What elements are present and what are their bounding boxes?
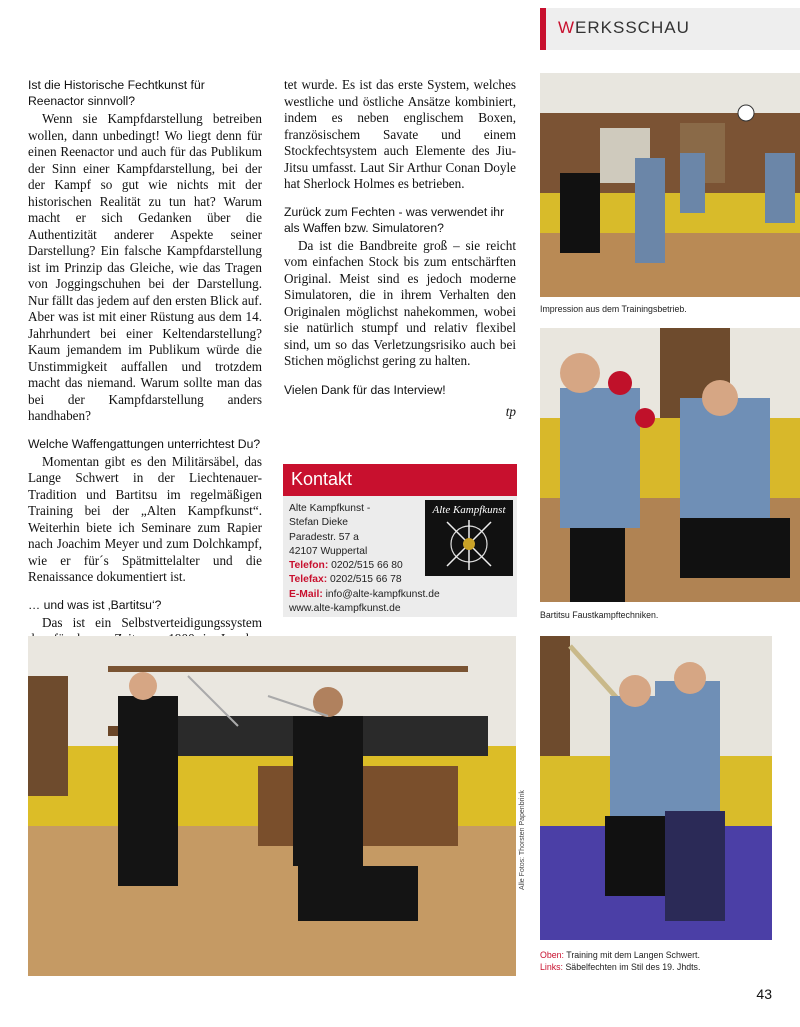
contact-phone: Telefon: 0202/515 66 80 (289, 560, 403, 572)
caption-photo-3-left: Links: Säbelfechten im Stil des 19. Jhdts. (540, 962, 701, 972)
contact-city: 42107 Wuppertal (289, 545, 368, 557)
question-2: Welche Waffengattungen unterrichtest Du? (28, 436, 261, 451)
contact-website-link[interactable]: www.alte-kampfkunst.de (289, 603, 401, 615)
answer-2: Momentan gibt es den Militärsäbel, das Lange Schwert in der Liechtenauer-Tradition und Bartitsu im regelmäßigen Training bei der „Alten Kampfkunst“. Weiterhin biete ich Seminare zum Rapier nach Joachim Meyer und zum Dolchkampf, wie er für´s Spätmittelalter und die Renaissance dokumentiert ist. (28, 453, 262, 584)
question-4: Zurück zum Fechten - was verwendet ihr als Waffen bzw. Simulatoren? (284, 204, 505, 235)
author-signature: tp (505, 403, 516, 419)
training-hall-image (540, 73, 800, 297)
section-title (558, 18, 690, 38)
contact-header (283, 464, 517, 496)
answer-4: Da ist die Bandbreite groß – sie reicht vom einfachen Stock bis zum entschärften Original. Meist sind es jedoch moderne Simulatoren, die in ihrem Verhalten den Originalen möglichst nahekommen, wobei sie natürlich stumpf und relativ flexibel sind, um so das Verletzungsrisiko auch bei Stichen möglichst gering zu halten. (284, 237, 516, 368)
question-3: … und was ist ‚Bartitsu‘? (28, 597, 162, 612)
caption-photo-1: Impression aus dem Trainingsbetrieb. (540, 304, 687, 314)
photo-training-impression (540, 73, 800, 297)
photo-long-sword (540, 636, 772, 940)
contact-fax: Telefax: 0202/515 66 78 (289, 574, 402, 586)
bartitsu-boxing-image (540, 328, 800, 602)
long-sword-training-image (540, 636, 772, 940)
section-accent-bar (540, 8, 546, 50)
section-title-initial: W (558, 18, 576, 37)
contact-email[interactable]: E-Mail: info@alte-kampfkunst.de (289, 588, 440, 600)
contact-title: Kontakt (291, 469, 353, 489)
answer-1: Wenn sie Kampfdarstellung betreiben wollen, dann unbedingt! Wo liegt denn für einen Reenactor und auch für das Publikum der Sinn einer Kampfdarstellung, bei der der Kampf so gut wie nichts mit der historischen Realität zu tun hat? Warum macht er sich Gedanken über die Authentizität anderer Aspekte seiner Darstellung? Ein falsche Kampfdarstellung ist im Prinzip das Gleiche, wie das Tragen von Joggingschuhen bei der Darstellung. Nur fällt das jedem auf den ersten Blick auf. Aber was ist mit einer Rüstung aus dem 14. Jahrhundert bei einer Keltendarstellung? Kaum jemandem im Publikum würde die Unstimmigkeit auffallen und trotzdem macht das niemand. Warum sollte man das bei der Kampfdarstellung anders handhaben? (28, 111, 262, 423)
contact-box (283, 464, 517, 617)
page-number: 43 (756, 986, 772, 1002)
photo-credit: Alle Fotos: Thorsten Papenbrink (519, 790, 526, 890)
caption-photo-3-top: Oben: Training mit dem Langen Schwert. (540, 950, 700, 960)
closing-thanks: Vielen Dank für das Interview! (284, 382, 446, 397)
photo-sabre-fencing (28, 636, 516, 976)
answer-3: Das ist ein Selbstverteidigungssystem (42, 614, 262, 630)
sabre-fencing-image (28, 636, 516, 976)
left-text-column (28, 77, 262, 664)
contact-org: Alte Kampfkunst - (289, 503, 371, 514)
club-logo-lettering: Alte Kampfkunst (432, 504, 506, 516)
middle-text-column (284, 77, 516, 420)
contact-person: Stefan Dieke (289, 517, 348, 529)
photo-bartitsu (540, 328, 800, 602)
answer-3-continued: tet wurde. Es ist das erste System, welches westliche und östliche Ansätze kombiniert, indem es neben englischem Boxen, französischem Savate und einem Stockfechtsystem auch Elemente des Jiu-Jitsu umfasst. Laut Sir Arthur Conan Doyle hat Sherlock Holmes es betrieben. (284, 77, 516, 191)
caption-photo-2: Bartitsu Faustkampftechniken. (540, 610, 659, 620)
club-logo (425, 500, 513, 576)
caption-photo-3 (540, 949, 700, 973)
question-1: Ist die Historische Fechtkunst für Reenactor sinnvoll? (28, 78, 205, 108)
section-header (540, 8, 800, 50)
section-title-rest: ERKSSCHAU (575, 18, 690, 37)
contact-street: Paradestr. 57 a (289, 531, 359, 543)
contact-details (289, 502, 440, 616)
